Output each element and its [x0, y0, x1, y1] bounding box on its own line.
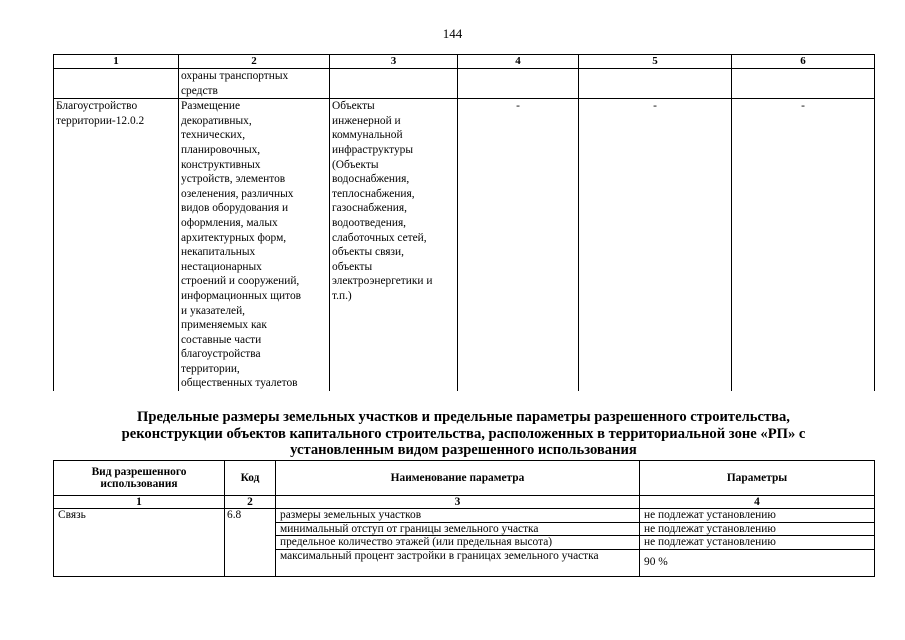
- column-number: 6: [732, 55, 875, 69]
- use-type-cell: Связь: [54, 509, 225, 577]
- header-code: Код: [225, 461, 276, 496]
- column-numbers-row: [54, 496, 875, 509]
- page-number: 144: [442, 26, 463, 41]
- column-number: 4: [458, 55, 579, 69]
- table-row: [54, 99, 875, 391]
- table-cell: [54, 69, 179, 99]
- column-number: 2: [225, 496, 276, 509]
- column-number: 2: [179, 55, 330, 69]
- column-number: 4: [640, 496, 875, 509]
- parameter-name-cell: максимальный процент застройки в границах земельного участка: [276, 549, 640, 576]
- table-cell: охраны транспортных средств: [179, 69, 330, 99]
- auxiliary-use-cell: Объекты инженерной и коммунальной инфраструктуры (Объекты водоснабжения, теплоснабжения, газоснабжения, водоотведения, слаботочных сетей, объекты связи, объекты электроэнергетики и т.п.): [330, 99, 458, 391]
- header-use-type: Вид разрешенного использования: [54, 461, 225, 496]
- table-cell: [732, 69, 875, 99]
- table-row: [54, 69, 875, 99]
- table-cell: [579, 69, 732, 99]
- table-cell: -: [458, 99, 579, 391]
- parameter-name-cell: минимальный отступ от границы земельного участка: [276, 522, 640, 536]
- column-number: 5: [579, 55, 732, 69]
- table-cell: [458, 69, 579, 99]
- section-title: Предельные размеры земельных участков и предельные параметры разрешенного строительства, реконструкции объектов капитального строительства, расположенных в территориальной зоне «РП» с установленным видом разрешенного использования: [121, 409, 806, 458]
- table-row: [54, 509, 875, 523]
- table-cell: [330, 69, 458, 99]
- table-header-row: [54, 461, 875, 496]
- table-cell: -: [579, 99, 732, 391]
- column-number: 1: [54, 496, 225, 509]
- parameter-value-cell: 90 %: [640, 549, 875, 576]
- permitted-use-table: [53, 54, 875, 391]
- parameter-value-cell: не подлежат установлению: [640, 536, 875, 550]
- parameter-name-cell: предельное количество этажей (или предельная высота): [276, 536, 640, 550]
- header-parameters: Параметры: [640, 461, 875, 496]
- parameter-name-cell: размеры земельных участков: [276, 509, 640, 523]
- code-cell: 6.8: [225, 509, 276, 577]
- column-number: 1: [54, 55, 179, 69]
- use-type-cell: Благоустройство территории-12.0.2: [54, 99, 179, 391]
- parameters-table: [53, 460, 875, 577]
- use-description-cell: Размещение декоративных, технических, планировочных, конструктивных устройств, элементов озеленения, различных видов оборудования и оформления, малых архитектурных форм, некапитальных нестационарных строений и сооружений, информационных щитов и указателей, применяемых как составные части благоустройства территории, общественных туалетов: [179, 99, 330, 391]
- parameter-value-cell: не подлежат установлению: [640, 509, 875, 523]
- column-number: 3: [276, 496, 640, 509]
- column-number: 3: [330, 55, 458, 69]
- parameter-value-cell: не подлежат установлению: [640, 522, 875, 536]
- header-parameter-name: Наименование параметра: [276, 461, 640, 496]
- table-cell: -: [732, 99, 875, 391]
- table-header-row: [54, 55, 875, 69]
